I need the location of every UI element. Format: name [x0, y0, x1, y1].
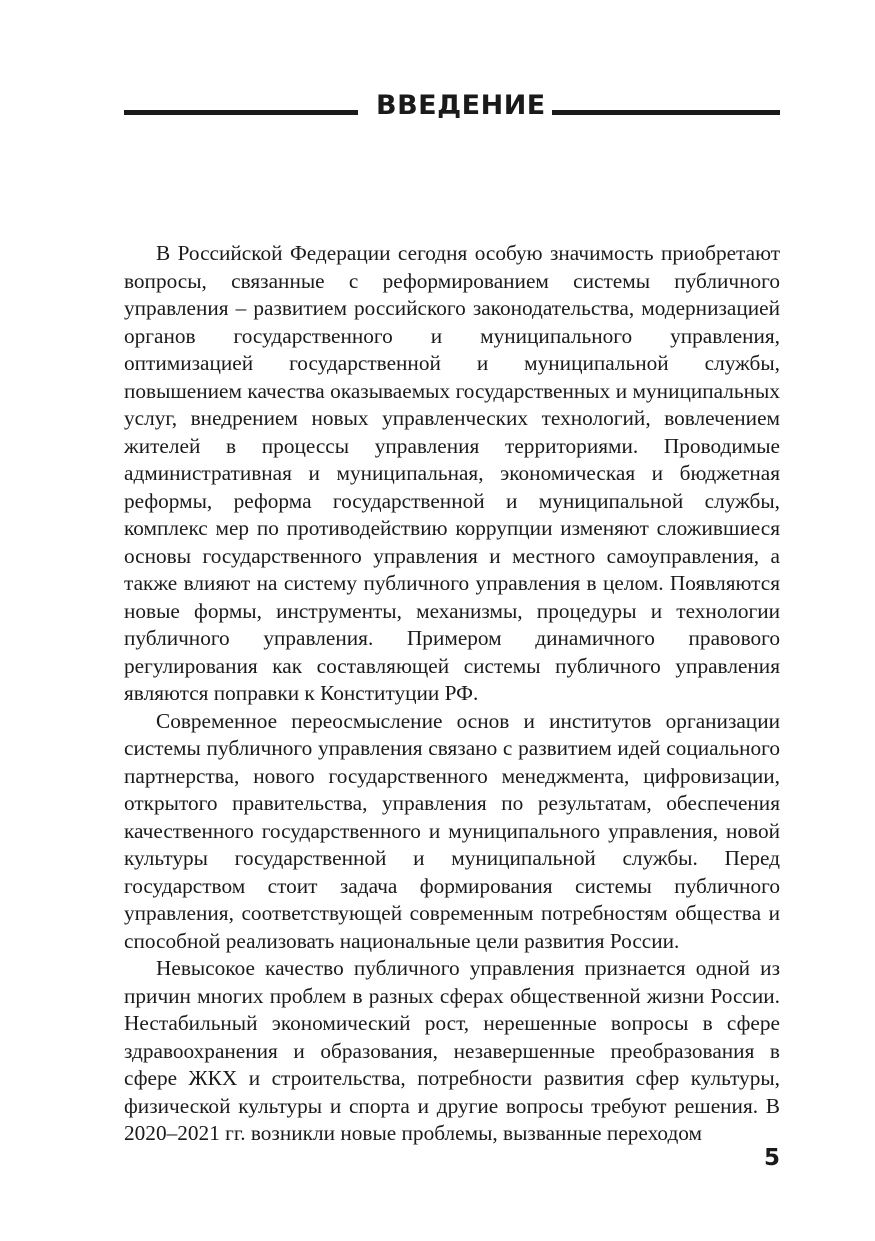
chapter-title: ВВЕДЕНИЕ — [376, 90, 546, 121]
chapter-header — [124, 86, 780, 126]
header-rule-right — [552, 110, 780, 115]
body-text — [124, 240, 780, 1148]
paragraph-1: В Российской Федерации сегодня особую значимость приобретают вопросы, связанные с реформированием системы публичного управления – развитием российского законодательства, модернизацией органов государственного и муниципального управления, оптимизацией государственной и муниципальной службы, повышением качества оказываемых государственных и муниципальных услуг, внедрением новых управленческих технологий, вовлечением жителей в процессы управления территориями. Проводимые административная и муниципальная, экономическая и бюджетная реформы, реформа государственной и муниципальной службы, комплекс мер по противодействию коррупции изменяют сложившиеся основы государственного управления и местного самоуправления, а также влияют на систему публичного управления в целом. Появляются новые формы, инструменты, механизмы, процедуры и технологии публичного управления. Примером динамичного правового регулирования как составляющей системы публичного управления являются поправки к Конституции РФ. — [124, 241, 780, 705]
paragraph-3: Невысокое качество публичного управления признается одной из причин многих проблем в разных сферах общественной жизни России. Нестабильный экономический рост, нерешенные вопросы в сфере здравоохранения и образования, незавершенные преобразования в сфере ЖКХ и строительства, потребности развития сфер культуры, физической культуры и спорта и другие вопросы требуют решения. В 2020–2021 гг. возникли новые проблемы, вызванные переходом — [124, 956, 780, 1145]
paragraph-2: Современное переосмысление основ и институтов организации системы публичного управления связано с развитием идей социального партнерства, нового государственного менеджмента, цифровизации, открытого правительства, управления по результатам, обеспечения качественного государственного и муниципального управления, новой культуры государственной и муниципальной службы. Перед государством стоит задача формирования системы публичного управления, соответствующей современным потребностям общества и способной реализовать национальные цели развития России. — [124, 708, 780, 953]
page-number: 5 — [763, 1145, 780, 1171]
header-rule-left — [124, 110, 358, 115]
